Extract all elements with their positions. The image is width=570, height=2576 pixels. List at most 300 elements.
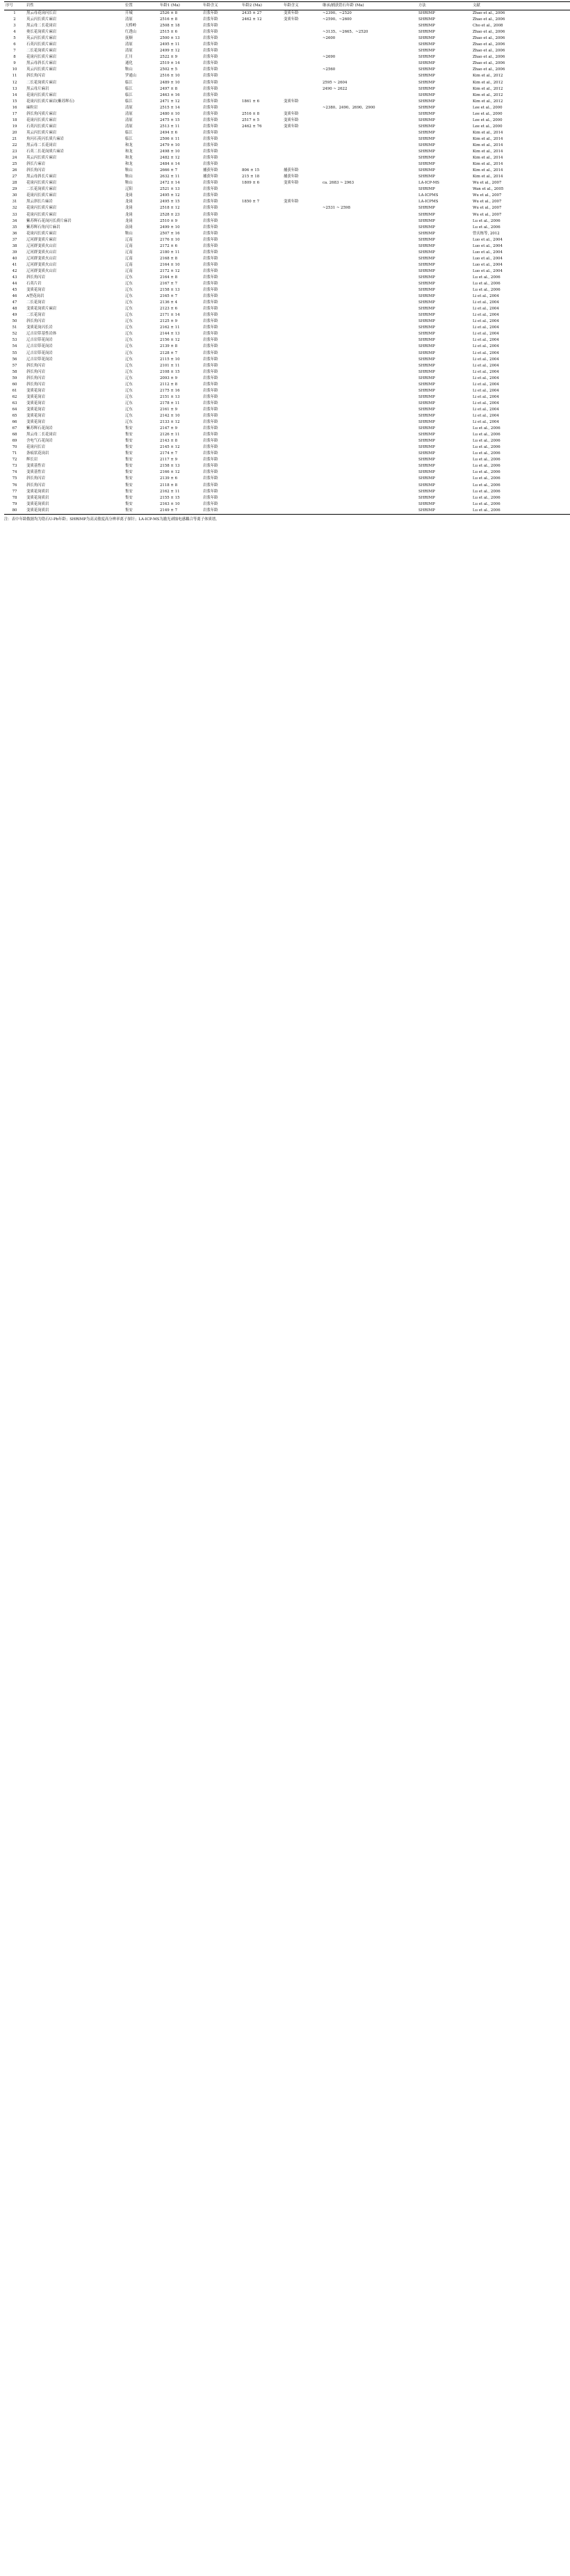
table-cell: 34 [12,218,17,223]
table-cell: 2516 ± 8 [160,17,178,22]
table-cell: 13 [12,86,17,91]
table-cell: Wu et al., 2007 [473,193,502,198]
table-cell: SHRIMP [418,162,435,167]
table-row [4,80,570,86]
table-cell: 黑云母二长花岗岩 [26,143,57,147]
table-cell: 岩浆年龄 [203,237,218,242]
table-cell: 辽东 [125,344,133,349]
table-cell: 辽东 [125,414,133,418]
table-row [4,48,570,54]
table-cell: 集安 [125,464,133,469]
table-cell [321,73,417,79]
table-cell [241,401,282,407]
table-cell [241,483,282,489]
table-cell [321,149,417,155]
table-cell: 辽东 [125,325,133,330]
table-cell: 斜长角闪岩 [26,369,45,374]
table-cell [282,205,321,211]
table-cell [282,225,321,231]
table-cell: Lu et al., 2006 [473,458,500,462]
table-cell: 变质花岗质岩 [26,501,49,506]
table-cell: SHRIMP [418,458,435,462]
table-cell: Luo et al., 2004 [473,262,503,267]
table-cell: 辽东 [125,420,133,425]
table-cell [321,268,417,275]
table-cell: 岩浆年龄 [203,294,218,299]
table-cell: 2126 ± 11 [160,433,180,437]
table-cell: Zhao et al., 2006 [473,42,505,47]
table-cell: 抚顺 [125,36,133,41]
table-cell [282,54,321,61]
table-cell: Wu et al., 2007 [473,200,502,204]
table-cell: 辽东 [125,300,133,305]
table-cell: Lu et al., 2006 [473,275,500,280]
table-row [4,508,570,515]
table-cell: SHRIMP [418,275,435,280]
table-cell: 曾庆栋等, 2012 [473,231,500,236]
table-cell: SHRIMP [418,92,435,97]
table-cell [321,275,417,281]
table-cell [241,325,282,331]
table-cell: 76 [12,483,17,488]
table-cell: Kim et al., 2014 [473,130,503,135]
table-cell: SHRIMP [418,243,435,248]
table-cell [241,394,282,401]
table-cell [321,401,417,407]
table-cell [241,419,282,426]
table-cell: 岩浆年龄 [203,376,218,380]
table-cell: 69 [12,439,17,444]
table-row [4,92,570,99]
table-cell: 变质花岗质片麻岩 [26,307,57,312]
table-cell [282,35,321,42]
table-cell [282,363,321,369]
table-cell: 23 [12,150,17,154]
table-cell: 辽东 [125,363,133,368]
table-cell: 辽东 [125,369,133,374]
table-cell: 2166 ± 12 [160,470,180,475]
table-cell: 2 [13,17,16,22]
table-cell: 石英闪长质片麻岩 [26,124,57,129]
table-cell [282,80,321,86]
table-cell [282,243,321,250]
table-cell: 2167 ± 7 [160,282,178,287]
table-cell: SHRIMP [418,143,435,147]
table-cell: 806 ± 15 [242,168,260,173]
table-cell [241,67,282,73]
table-cell: 2172 ± 6 [160,243,178,248]
table-cell [282,337,321,344]
table-cell: SHRIMP [418,332,435,337]
table-row [4,111,570,118]
table-cell: 辽东 [125,338,133,343]
table-cell [241,476,282,482]
table-cell [282,268,321,275]
table-cell: 2471 ± 12 [160,99,180,104]
table-cell: 辽东 [125,294,133,299]
table-cell [282,42,321,48]
table-cell [321,281,417,287]
table-cell: 岩浆年龄 [203,67,218,72]
table-cell: SHRIMP [418,118,435,122]
table-cell [241,54,282,61]
table-cell: 1850 ± 7 [242,200,260,204]
table-cell: 47 [12,300,17,305]
table-cell: 岩浆年龄 [203,300,218,305]
table-cell [241,444,282,451]
table-cell: 2149 ± 7 [160,508,178,513]
table-cell: SHRIMP [418,307,435,312]
table-cell: 辽东 [125,357,133,362]
table-cell: 2435 ± 27 [242,11,262,15]
table-cell: 2115 ± 10 [160,357,180,362]
table-cell [321,325,417,331]
table-cell: Zhao et al., 2006 [473,67,505,72]
table-cell [282,463,321,469]
table-cell [282,489,321,495]
table-cell: Luo et al., 2004 [473,237,503,242]
table-cell: 3 [13,24,16,29]
table-cell [241,376,282,382]
table-cell: 辽南 [125,262,133,267]
table-cell: 花岗闪长岩 [26,445,45,450]
table-cell [241,463,282,469]
table-cell: 捕获年龄 [284,175,299,179]
table-cell: 岩浆年龄 [203,105,218,110]
table-row [4,262,570,268]
table-cell [321,476,417,482]
table-cell: 2093 ± 9 [160,376,178,380]
table-cell: 集安 [125,451,133,456]
table-cell: Li et al., 2004 [473,344,499,349]
table-cell: 40 [12,256,17,261]
table-row [4,463,570,469]
table-cell: SHRIMP [418,187,435,192]
table-cell [282,388,321,394]
table-cell [282,73,321,79]
table-cell: 2515 ± 6 [160,30,178,35]
table-cell: SHRIMP [418,476,435,481]
table-cell: 2516 ± 10 [160,74,180,79]
table-cell: 岩浆年龄 [203,218,218,223]
table-cell: 集安 [125,483,133,488]
table-cell: 61 [12,388,17,393]
table-row [4,186,570,193]
table-cell: 辽河群变质片麻岩 [26,237,57,242]
table-cell: 英云闪长质片麻岩 [26,67,57,72]
table-cell: 鞍山 [125,181,133,186]
table-cell: 51 [12,325,17,330]
table-cell [321,199,417,205]
table-cell: 变质花岗闪长岩 [26,325,53,330]
table-cell [282,293,321,300]
table-cell [241,155,282,161]
table-cell [282,457,321,463]
table-cell: SHRIMP [418,80,435,85]
table-cell: 斜长片麻岩 [26,162,45,167]
table-cell: Kim et al., 2014 [473,168,503,173]
table-cell: SHRIMP [418,99,435,104]
table-cell: 开城 [125,11,133,15]
table-cell [241,105,282,111]
table-row [4,344,570,350]
table-cell [282,136,321,143]
table-row [4,426,570,432]
table-cell: SHRIMP [418,206,435,211]
table-cell [241,287,282,293]
table-row [4,193,570,199]
table-cell: 集安 [125,439,133,444]
table-cell: 19 [12,124,17,129]
table-cell [241,80,282,86]
table-row [4,331,570,337]
table-cell: 岩浆年龄 [203,414,218,418]
table-cell [321,451,417,457]
table-cell: 38 [12,243,17,248]
table-cell [282,61,321,67]
table-cell: 25 [12,162,17,167]
table-cell [282,186,321,193]
table-cell: Li et al., 2004 [473,313,499,318]
table-cell: 2139 ± 6 [160,476,178,481]
table-cell: 变质花岗质岩 [26,508,49,513]
table-cell: 黑云斜长片麻岩 [26,200,53,204]
table-cell: 变质花岗岩 [26,414,45,418]
table-cell: 2175 ± 16 [160,388,180,393]
table-cell: 2172 ± 12 [160,268,180,273]
table-cell: 77 [12,489,17,494]
table-row [4,155,570,161]
table-cell: 14 [12,92,17,97]
table-cell: 辽东 [125,401,133,405]
table-cell: 辽东 [125,313,133,318]
table-cell: 58 [12,369,17,374]
table-cell: Zhao et al., 2006 [473,49,505,54]
table-cell: 岩浆年龄 [203,130,218,135]
table-row [4,99,570,105]
table-cell [321,319,417,325]
table-cell [241,388,282,394]
table-cell [321,432,417,438]
table-row [4,180,570,186]
table-cell: 辽河群变质火山岩 [26,243,57,248]
table-cell: 10 [12,67,17,72]
table-cell: 变质年龄 [284,111,299,116]
table-cell: 花岗闪长质片麻岩 [26,231,57,236]
table-cell: 2518 ± 12 [160,206,180,211]
table-cell: SHRIMP [418,268,435,273]
table-cell: 45 [12,288,17,293]
table-cell [241,508,282,515]
table-cell [321,495,417,501]
table-cell [282,451,321,457]
table-cell: 岩浆年龄 [203,162,218,167]
table-cell [282,256,321,262]
table-cell: SHRIMP [418,344,435,349]
table-cell: 2463 ± 16 [160,92,180,97]
table-row [4,268,570,275]
table-cell: SHRIMP [418,262,435,267]
table-cell: ~2390、~2520 [323,11,352,15]
table-cell [282,344,321,350]
table-cell: Lee et al., 2000 [473,124,503,129]
table-row [4,205,570,211]
table-cell [241,29,282,35]
table-cell [321,218,417,225]
table-row [4,61,570,67]
table-row [4,369,570,376]
table-cell: 集安 [125,470,133,475]
table-cell [321,155,417,161]
table-cell: 黑云母片麻岩 [26,86,49,91]
table-cell: SHRIMP [418,376,435,380]
table-body [4,10,570,515]
table-cell [321,337,417,344]
table-cell: SHRIMP [418,288,435,293]
table-cell: 30 [12,193,17,198]
table-cell: 集安 [125,501,133,506]
table-cell: SHRIMP [418,156,435,161]
table-cell [282,501,321,508]
table-cell: SHRIMP [418,433,435,437]
table-cell [241,73,282,79]
table-cell: ~2560 [323,67,336,72]
table-cell: SHRIMP [418,426,435,431]
table-cell: 岩浆年龄 [203,80,218,85]
table-cell: 37 [12,237,17,242]
table-cell [282,143,321,149]
table-cell: 岩浆年龄 [203,388,218,393]
table-cell: 斜长角闪岩 [26,319,45,324]
table-cell: 岩浆年龄 [203,495,218,500]
table-cell [282,306,321,312]
table-cell: 4 [13,30,16,35]
table-cell: 35 [12,225,17,230]
header-meaning1: 年龄含义 [203,3,218,8]
table-cell: 二长花岗质片麻岩 [26,80,57,85]
table-cell: SHRIMP [418,225,435,230]
table-cell: 2495 ± 15 [160,200,180,204]
table-cell: SHRIMP [418,111,435,116]
table-cell: 辽南 [125,243,133,248]
table-row [4,86,570,92]
table-cell: 2174 ± 7 [160,451,178,456]
table-cell: SHRIMP [418,439,435,444]
table-cell [282,212,321,218]
table-cell: SHRIMP [418,168,435,173]
table-cell: 岩浆年龄 [203,143,218,147]
table-cell: 岩浆年龄 [203,250,218,255]
table-cell: 15 [12,99,17,104]
table-cell [321,186,417,193]
table-cell: SHRIMP [418,483,435,488]
table-cell [321,331,417,337]
table-cell [241,231,282,237]
table-cell: 2475 ± 15 [160,118,180,122]
table-cell: 岩浆年龄 [203,344,218,349]
table-cell: 63 [12,401,17,405]
table-cell: 42 [12,268,17,273]
table-cell: 2168 ± 8 [160,256,178,261]
table-cell: 黑云母二长花岗岩 [26,24,57,29]
table-cell [241,23,282,29]
table-cell: 2165 ± 7 [160,294,178,299]
table-cell: SHRIMP [418,451,435,456]
table-row [4,54,570,61]
table-cell: Kim et al., 2014 [473,162,503,167]
table-cell: SHRIMP [418,470,435,475]
table-cell: 辉长岩 [26,458,38,462]
table-cell: ~3135、~2665、~2520 [323,30,368,35]
table-cell [321,382,417,388]
table-cell: ca. 2683 ~ 2963 [323,181,355,186]
table-row [4,483,570,489]
table-cell: Wu et al., 2007 [473,212,502,217]
table-cell: 2506 ± 11 [160,136,180,141]
table-cell [241,407,282,413]
table-cell: Li et al., 2004 [473,300,499,305]
table-cell [321,130,417,136]
table-cell [241,86,282,92]
table-cell: 2462 ± 76 [242,124,262,129]
table-cell [321,376,417,382]
table-cell: 44 [12,282,17,287]
table-cell: SHRIMP [418,11,435,15]
table-cell: 二长花岗质片麻岩 [26,49,57,54]
table-cell [241,48,282,54]
table-cell [321,351,417,357]
table-cell: 2499 ± 10 [160,225,180,230]
table-cell: 72 [12,458,17,462]
table-cell [321,457,417,463]
table-cell: 2519 ± 14 [160,61,180,66]
table-cell: 2123 ± 6 [160,307,178,312]
table-cell: 2497 ± 8 [160,86,178,91]
table-cell: Li et al., 2004 [473,357,499,362]
table-cell [282,130,321,136]
table-cell: 集安 [125,508,133,513]
table-cell: Zhao et al., 2006 [473,11,505,15]
table-cell: SHRIMP [418,313,435,318]
table-cell: Li et al., 2004 [473,369,499,374]
table-cell: SHRIMP [418,351,435,355]
table-cell [282,161,321,168]
table-cell: 岩浆年龄 [203,200,218,204]
table-cell [282,231,321,237]
table-cell: SHRIMP [418,61,435,66]
table-cell [321,136,417,143]
table-cell: 岩浆年龄 [203,451,218,456]
table-cell: 岩浆年龄 [203,369,218,374]
table-cell [321,124,417,130]
table-cell: 辽南 [125,268,133,273]
table-cell [321,243,417,250]
table-cell: 岩浆年龄 [203,42,218,47]
table-row [4,419,570,426]
table-cell: 和龙 [125,162,133,167]
table-cell: Li et al., 2004 [473,407,499,412]
table-cell: 岩浆年龄 [203,36,218,41]
table-cell [321,193,417,199]
table-cell: ~2690 [323,55,336,60]
table-cell: Cho et al., 2008 [473,24,503,29]
table-cell: 变质花岗岩 [26,394,45,399]
table-cell [321,508,417,515]
table-cell: Wu et al., 2007 [473,181,502,186]
table-cell [321,357,417,363]
table-cell: SHRIMP [418,382,435,387]
table-cell: Lu et al., 2006 [473,483,500,488]
